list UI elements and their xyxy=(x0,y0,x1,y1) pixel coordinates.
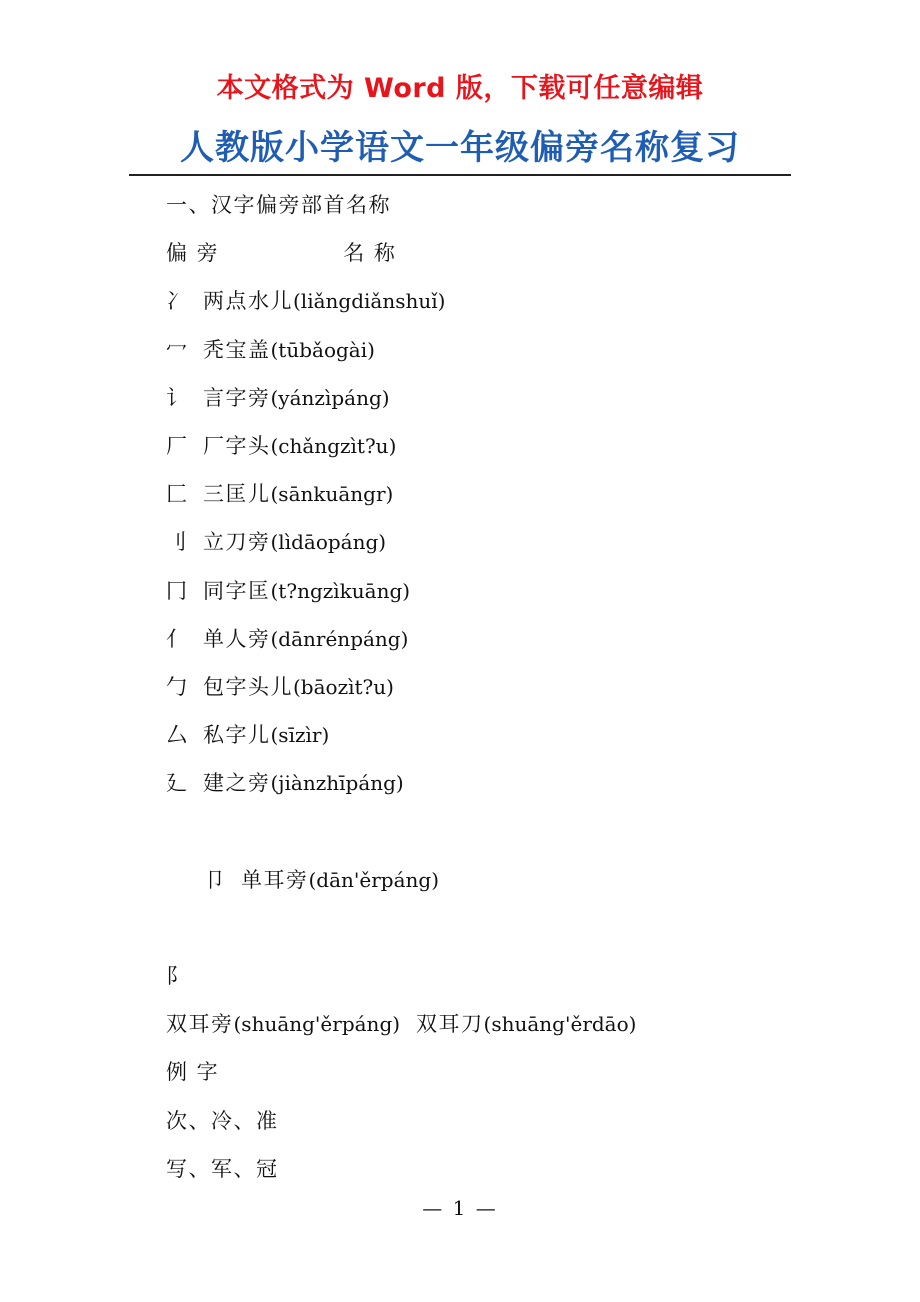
section-heading: 一、汉字偏旁部首名称 xyxy=(166,193,391,217)
radical-row xyxy=(166,523,786,571)
radical-pinyin: (jiànzhīpáng) xyxy=(270,771,404,796)
radical-symbol: 卩 xyxy=(204,867,227,892)
radical-pinyin: (yánzìpáng) xyxy=(270,385,390,410)
radical-name: 建之旁 xyxy=(203,771,271,796)
table-header xyxy=(166,234,786,282)
radical-name: 两点水儿 xyxy=(203,289,293,314)
page-title: 人教版小学语文一年级偏旁名称复习 xyxy=(180,128,740,168)
radical-name: 单耳旁 xyxy=(241,867,309,892)
radical-pinyin: (chǎngzìt?u) xyxy=(270,433,397,458)
radical-row-shuang-er xyxy=(166,1005,786,1053)
radical-pinyin-alt: (shuāng'ěrdāo) xyxy=(483,1012,637,1037)
radical-symbol: 冖 xyxy=(166,337,189,362)
radical-name: 单人旁 xyxy=(203,626,271,651)
radical-pinyin: (dān'ěrpáng) xyxy=(308,867,440,892)
download-banner: 本文格式为 Word 版，下载可任意编辑 xyxy=(216,73,704,104)
radical-pinyin: (t?ngzìkuāng) xyxy=(270,578,411,603)
radical-name: 私字儿 xyxy=(203,723,271,748)
radical-symbol: 厶 xyxy=(166,723,189,748)
radical-list xyxy=(166,282,786,812)
radical-pinyin: (bāozìt?u) xyxy=(293,674,394,699)
radical-symbol: 讠 xyxy=(166,385,189,410)
radical-pinyin: (shuāng'ěrpáng) xyxy=(233,1012,401,1037)
radical-symbol: 廴 xyxy=(166,771,189,796)
radical-symbol-shuang-er: 阝 xyxy=(166,964,189,988)
radical-symbol: 冫 xyxy=(166,289,189,314)
radical-pinyin: (dānrénpáng) xyxy=(270,626,409,651)
radical-pinyin: (sīzìr) xyxy=(270,723,330,748)
example-row-2: 写、军、冠 xyxy=(166,1156,279,1181)
radical-name: 三匡儿 xyxy=(203,482,271,507)
radical-row xyxy=(166,282,786,330)
radical-name: 厂字头 xyxy=(203,433,271,458)
radical-row xyxy=(166,331,786,379)
radical-symbol: 亻 xyxy=(166,626,189,651)
radical-row xyxy=(166,475,786,523)
example-row-1: 次、冷、准 xyxy=(166,1108,279,1133)
radical-name: 言字旁 xyxy=(203,385,271,410)
radical-name: 双耳旁 xyxy=(166,1012,234,1037)
radical-symbol: 冂 xyxy=(166,578,189,603)
radical-name: 秃宝盖 xyxy=(203,337,271,362)
radical-pinyin: (liǎngdiǎnshuǐ) xyxy=(293,289,446,314)
document-body xyxy=(166,186,786,1198)
header-name: 名 称 xyxy=(343,241,397,266)
radical-name-alt: 双耳刀 xyxy=(416,1012,484,1037)
title-divider xyxy=(129,174,791,176)
radical-row xyxy=(166,716,786,764)
radical-row xyxy=(166,572,786,620)
radical-row xyxy=(166,764,786,812)
radical-row xyxy=(166,379,786,427)
radical-symbol: 刂 xyxy=(166,530,189,555)
radical-symbol: 厂 xyxy=(166,433,189,458)
radical-row xyxy=(166,427,786,475)
radical-row xyxy=(166,620,786,668)
page-number: — 1 — xyxy=(422,1196,498,1220)
radical-name: 同字匡 xyxy=(203,578,271,603)
radical-pinyin: (lìdāopáng) xyxy=(270,530,387,555)
example-header: 例 字 xyxy=(166,1060,220,1085)
header-radical: 偏 旁 xyxy=(166,241,220,266)
radical-pinyin: (sānkuāngr) xyxy=(270,482,394,507)
radical-row xyxy=(166,668,786,716)
radical-symbol: 勹 xyxy=(166,674,189,699)
radical-name: 立刀旁 xyxy=(203,530,271,555)
radical-symbol: 匚 xyxy=(166,482,189,507)
radical-name: 包字头儿 xyxy=(203,674,293,699)
radical-pinyin: (tūbǎogài) xyxy=(270,337,375,362)
radical-row-dan-er xyxy=(166,861,786,909)
